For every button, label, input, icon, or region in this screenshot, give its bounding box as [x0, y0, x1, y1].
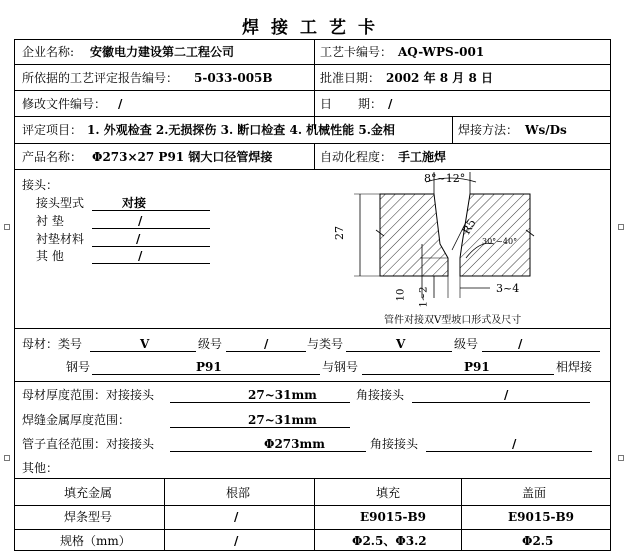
joint-type-label: 接头型式 — [36, 196, 85, 210]
report-label: 所依据的工艺评定报告编号： — [22, 71, 179, 85]
steel1-label: 钢号 — [66, 360, 91, 374]
root-face-label: 1~2 — [418, 286, 430, 308]
eval-value: 1. 外观检查 2.无损探伤 3. 断口检查 4. 机械性能 5.金相 — [87, 123, 395, 137]
method-value: Ws/Ds — [525, 123, 567, 137]
filler-row-size-cap: Φ2.5 — [522, 534, 554, 548]
thickness-range-value: 27~31mm — [248, 388, 317, 402]
approve-label: 批准日期： — [320, 71, 381, 85]
grade2-value: / — [518, 337, 523, 351]
filler-row-type-cap: E9015-B9 — [508, 510, 575, 524]
revision-label: 修改文件编号： — [22, 97, 107, 111]
date-label: 日 — [320, 97, 333, 111]
steel1-value: P91 — [196, 360, 222, 374]
document-title: 焊接工艺卡 — [242, 18, 387, 38]
backing-label: 衬 垫 — [36, 214, 64, 228]
backing-material-label: 衬垫材料 — [36, 232, 85, 246]
other-label: 其 他 — [36, 249, 64, 263]
method-label: 焊接方法： — [458, 123, 519, 137]
weld-metal-range-label: 焊缝金属厚度范围： — [22, 413, 131, 427]
filler-row-type-label: 焊条型号 — [64, 510, 113, 524]
company-label: 企业名称: — [22, 45, 75, 59]
product-value: Φ273×27 P91 钢大口径管焊接 — [92, 150, 273, 164]
with-steel-label: 与钢号 — [322, 360, 359, 374]
thickness-label: 27 — [333, 226, 346, 240]
filler-header-cap: 盖面 — [522, 486, 547, 500]
diameter-fillet-label: 角接接头 — [370, 437, 419, 451]
land-label: 10 — [395, 288, 407, 302]
class2-value: V — [396, 337, 406, 351]
filler-row-type-root: / — [234, 510, 239, 524]
angle-label: 8°~12° — [424, 172, 466, 185]
filler-header-metal: 填充金属 — [64, 486, 113, 500]
grade1-value: / — [264, 337, 269, 351]
base-metal-label: 母材：类号 — [22, 337, 83, 351]
card-no-label: 工艺卡编号： — [320, 45, 393, 59]
bevel-angle-label: 30°~40° — [482, 237, 518, 246]
auto-label: 自动化程度： — [320, 150, 393, 164]
auto-value: 手工施焊 — [398, 150, 447, 164]
revision-value: / — [118, 97, 123, 111]
diameter-range-value: Φ273mm — [264, 437, 325, 451]
filler-row-type-fill: E9015-B9 — [360, 510, 427, 524]
with-class-label: 与类号 — [307, 337, 344, 351]
grade1-label: 级号 — [198, 337, 223, 351]
company-value: 安徽电力建设第二工程公司 — [90, 45, 235, 59]
joint-heading: 接头： — [22, 178, 59, 192]
approve-value: 2002 年 8 月 8 日 — [386, 71, 493, 85]
gap-label: 3~4 — [496, 282, 520, 295]
eval-label: 评定项目： — [22, 123, 83, 137]
steel2-value: P91 — [464, 360, 490, 374]
joint-type-value: 对接 — [122, 196, 147, 210]
product-label: 产品名称： — [22, 150, 83, 164]
filler-row-size-label: 规格（mm） — [60, 534, 131, 548]
grade2-label: 级号 — [454, 337, 479, 351]
groove-diagram — [330, 170, 600, 328]
backing-value: / — [138, 214, 143, 228]
backing-material-value: / — [136, 232, 141, 246]
filler-header-root: 根部 — [226, 486, 251, 500]
weld-metal-range-value: 27~31mm — [248, 413, 317, 427]
fillet-value: / — [504, 388, 509, 402]
diameter-fillet-value: / — [512, 437, 517, 451]
diameter-range-label: 管子直径范围：对接接头 — [22, 437, 155, 451]
filler-header-fill: 填充 — [376, 486, 401, 500]
radius-label: R5 — [459, 216, 479, 237]
other-value: / — [138, 249, 143, 263]
filler-row-size-root: / — [234, 534, 239, 548]
fillet-label: 角接接头 — [356, 388, 405, 402]
card-no-value: AQ-WPS-001 — [398, 45, 485, 59]
weld-suffix: 相焊接 — [556, 360, 593, 374]
filler-row-size-fill: Φ2.5、Φ3.2 — [352, 534, 427, 548]
left-plate — [380, 194, 448, 276]
date-label-2: 期： — [358, 97, 383, 111]
date-value: / — [388, 97, 393, 111]
other-range-label: 其他： — [22, 461, 59, 475]
thickness-range-label: 母材厚度范围：对接接头 — [22, 388, 155, 402]
report-value: 5-033-005B — [194, 71, 273, 85]
class1-value: V — [140, 337, 150, 351]
diagram-caption: 管件对接双V型坡口形式及尺寸 — [384, 315, 522, 326]
